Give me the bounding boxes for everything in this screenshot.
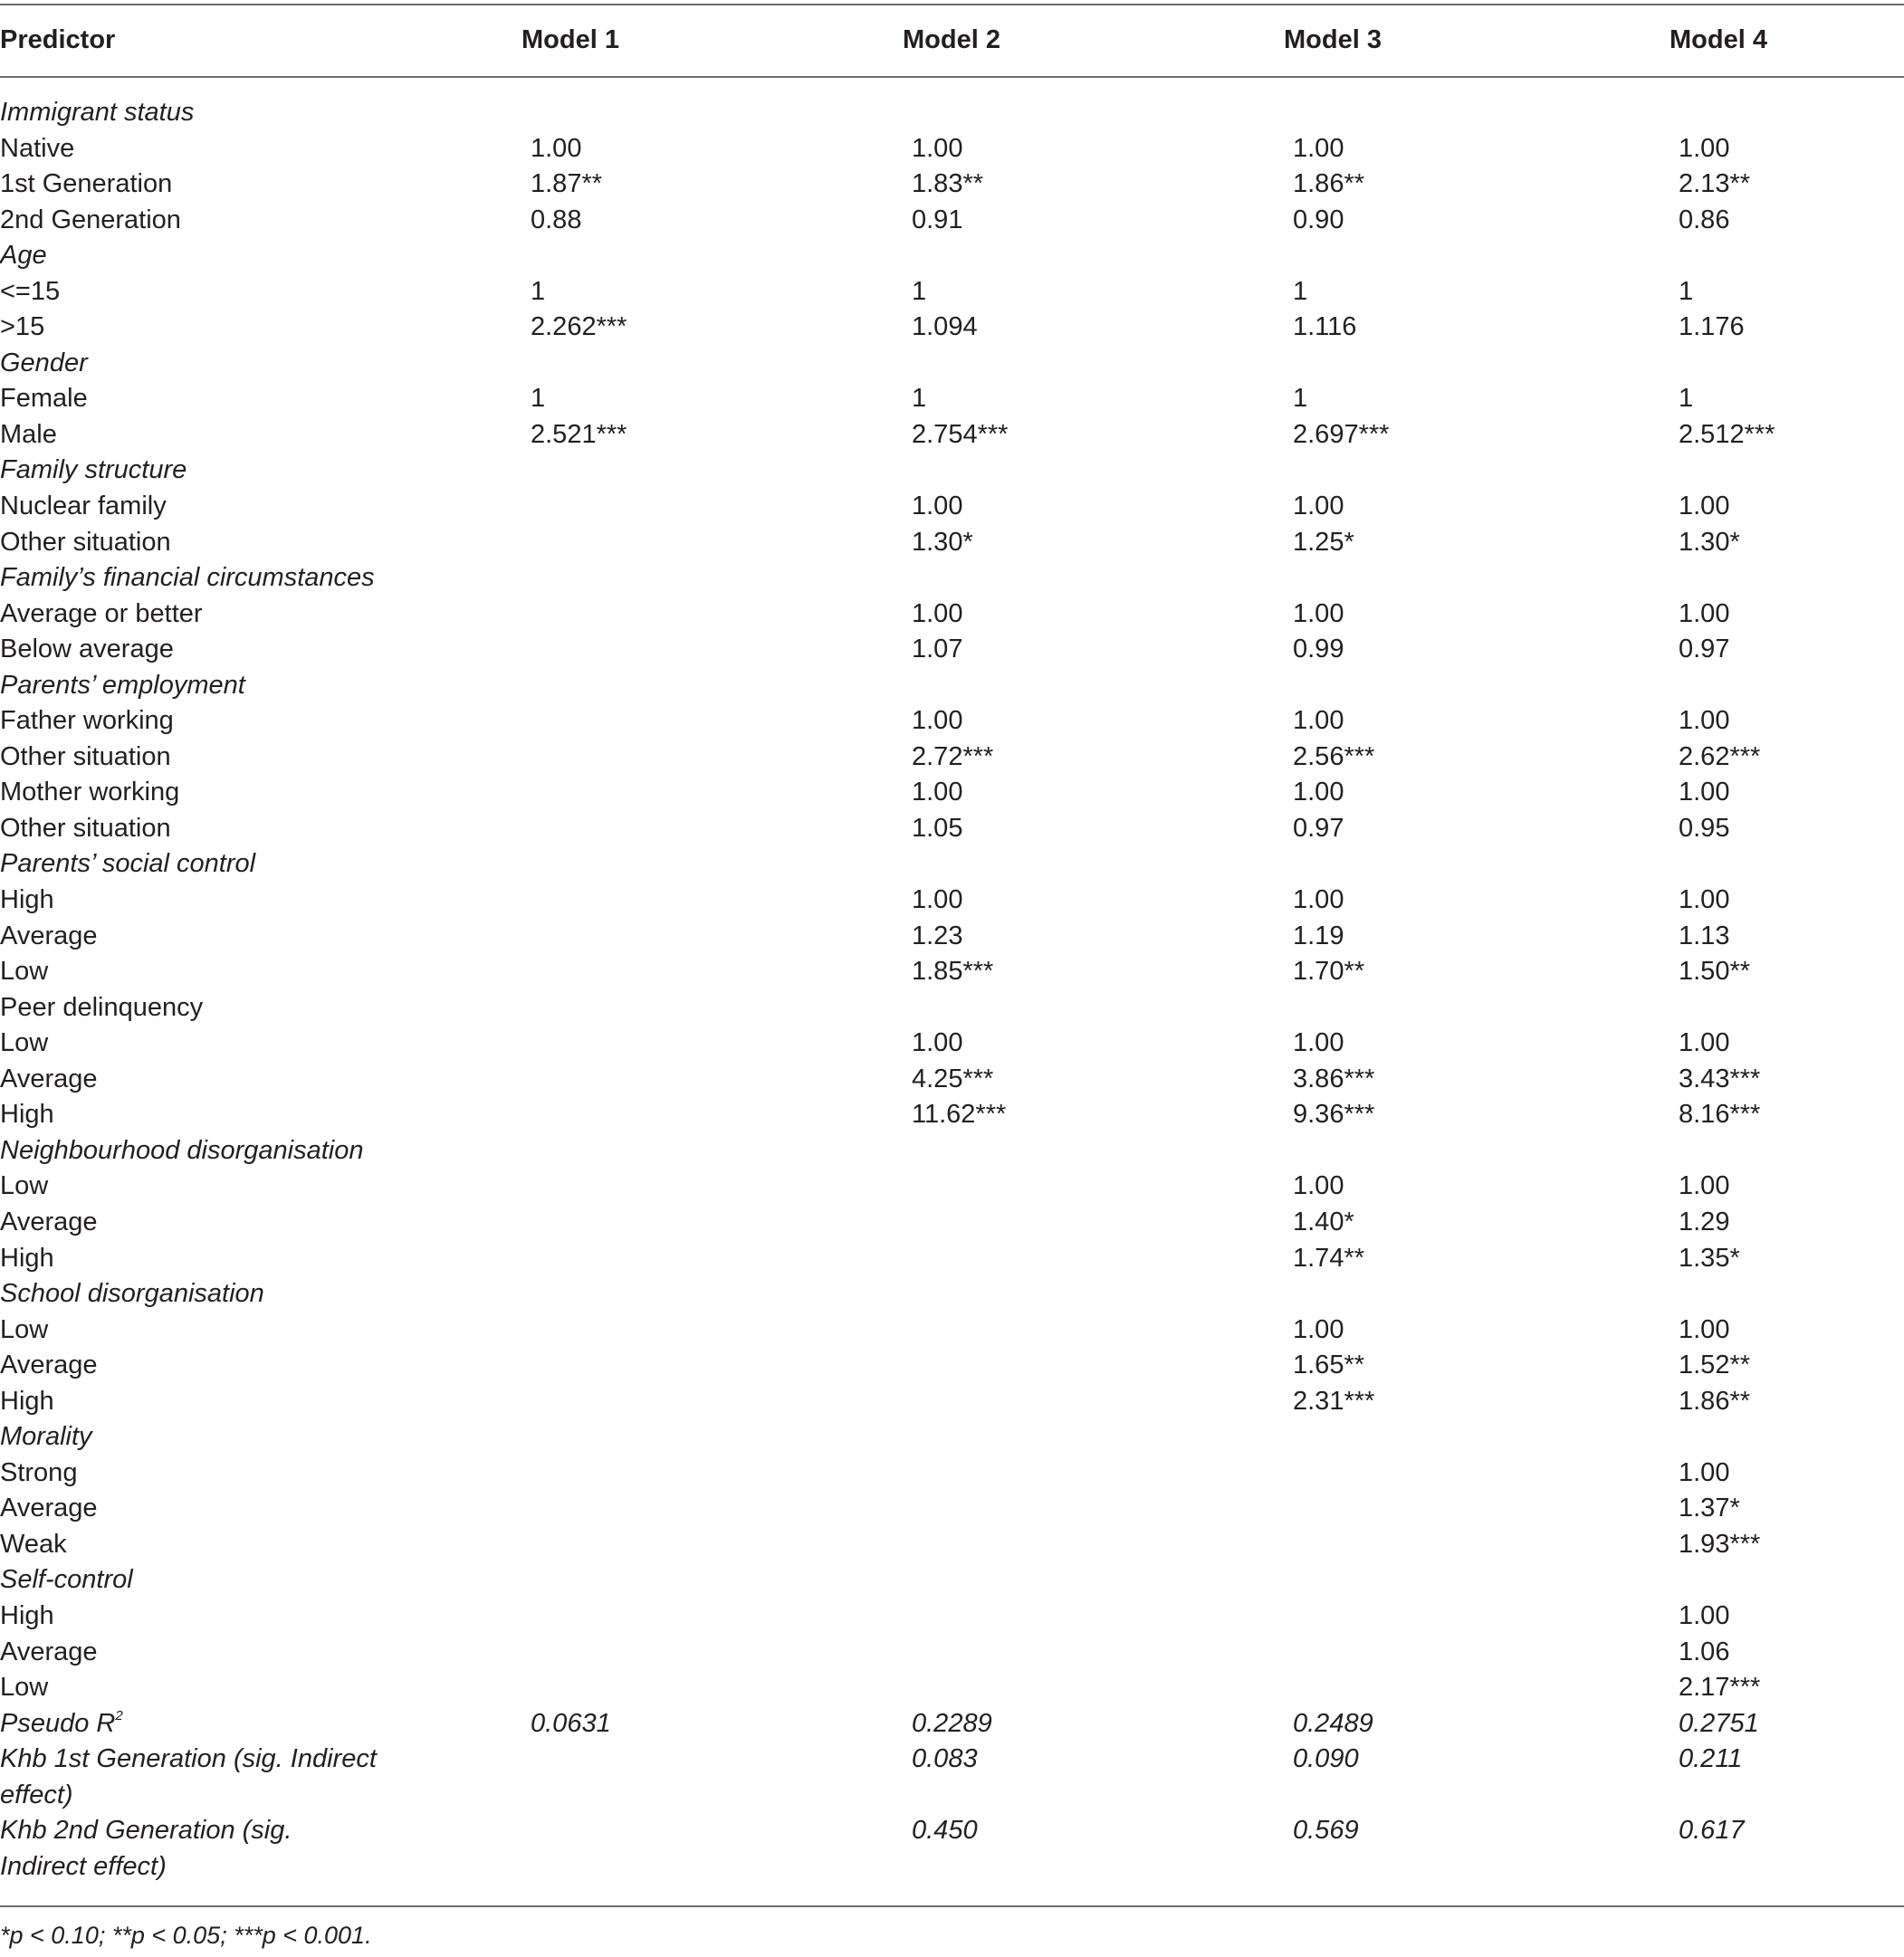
model-4-cell [1679, 1276, 1904, 1313]
model-2-cell: 1.00 [912, 133, 963, 163]
table-row [0, 1527, 1904, 1563]
header-rule [0, 76, 1904, 78]
table-row [0, 632, 1904, 668]
khb-1st-model-2: 0.083 [912, 1744, 978, 1774]
model-4-cell: 1.06 [1679, 1637, 1730, 1666]
predictor-cell: Low [0, 1171, 49, 1201]
model-3-cell: 1.116 [1293, 312, 1357, 342]
model-4-cell: 1.00 [1679, 133, 1730, 163]
model-4-cell: 1.00 [1679, 778, 1730, 807]
predictor-cell: Average [0, 1637, 98, 1666]
model-3-cell: 1.00 [1293, 133, 1344, 163]
predictor-cell: <=15 [0, 276, 61, 306]
predictor-cell: Other situation [0, 527, 171, 557]
model-2-cell [912, 846, 1293, 883]
model-1-cell [531, 1276, 912, 1313]
model-2-cell [912, 1241, 1293, 1277]
model-1-cell [531, 238, 912, 274]
regression-table [0, 95, 1904, 1885]
model-2-cell [912, 1599, 1293, 1635]
model-1-cell [531, 1241, 912, 1277]
model-2-cell: 1.05 [912, 813, 963, 843]
section-row [0, 560, 1904, 597]
model-2-cell: 1 [912, 384, 927, 414]
model-2-cell [912, 560, 1293, 597]
model-4-cell: 1.00 [1679, 1171, 1730, 1201]
predictor-cell: Immigrant status [0, 98, 195, 127]
model-3-cell [1293, 668, 1679, 704]
model-1-cell: 1.87** [531, 169, 603, 199]
model-2-cell [912, 238, 1293, 274]
model-1-cell [531, 1599, 912, 1635]
model-2-cell [912, 1169, 1293, 1205]
predictor-cell: 1st Generation [0, 169, 173, 199]
significance-footnote: *p < 0.10; **p < 0.05; ***p < 0.001. [0, 1922, 372, 1949]
predictor-cell: Low [0, 1028, 49, 1058]
predictor-cell: Other situation [0, 813, 171, 843]
predictor-cell: High [0, 1100, 54, 1130]
model-1-cell [531, 489, 912, 525]
header-model-1: Model 1 [521, 25, 619, 54]
model-4-cell: 1.00 [1679, 885, 1730, 915]
header-model-3: Model 3 [1284, 25, 1382, 54]
model-1-cell [531, 597, 912, 633]
model-2-cell: 1.85*** [912, 957, 994, 987]
model-3-cell: 0.90 [1293, 205, 1344, 234]
model-4-cell: 2.62*** [1679, 741, 1761, 771]
model-2-cell [912, 1456, 1293, 1492]
model-3-cell: 3.86*** [1293, 1064, 1375, 1093]
model-2-cell: 1.00 [912, 492, 963, 521]
model-3-cell [1293, 1456, 1679, 1492]
model-1-cell: 0.88 [531, 205, 582, 234]
model-3-cell: 1 [1293, 276, 1308, 306]
model-1-cell [531, 560, 912, 597]
table-row [0, 1456, 1904, 1492]
model-1-cell [531, 740, 912, 776]
model-3-cell: 0.97 [1293, 813, 1344, 843]
model-2-cell [912, 1670, 1293, 1706]
model-1-cell [531, 1456, 912, 1492]
model-2-cell [912, 453, 1293, 489]
model-1-cell [531, 525, 912, 561]
model-2-cell [912, 1276, 1293, 1313]
model-4-cell: 0.86 [1679, 205, 1730, 234]
khb-2nd-generation-label: Khb 2nd Generation (sig. Indirect effect) [0, 1816, 292, 1881]
table-row [0, 1313, 1904, 1349]
khb-2nd-model-3: 0.569 [1293, 1816, 1359, 1846]
model-1-cell [531, 453, 912, 489]
model-4-cell: 1.30* [1679, 527, 1740, 557]
model-4-cell: 1.00 [1679, 598, 1730, 628]
table-body [0, 95, 1904, 1885]
model-3-cell [1293, 1276, 1679, 1313]
predictor-cell: Nuclear family [0, 492, 167, 521]
model-4-cell: 0.97 [1679, 635, 1730, 664]
model-3-cell: 0.99 [1293, 635, 1344, 664]
model-4-cell: 1.00 [1679, 1028, 1730, 1058]
khb-2nd-generation-row [0, 1813, 1904, 1885]
predictor-cell: Age [0, 241, 47, 271]
model-1-cell [531, 954, 912, 990]
predictor-cell: Low [0, 957, 49, 987]
model-2-cell [912, 668, 1293, 704]
table-row [0, 883, 1904, 919]
model-3-cell [1293, 1527, 1679, 1563]
model-1-cell [531, 668, 912, 704]
predictor-cell: Average or better [0, 598, 203, 628]
model-3-cell [1293, 1599, 1679, 1635]
model-4-cell [1679, 1133, 1904, 1169]
model-3-cell: 1 [1293, 384, 1308, 414]
table-row [0, 740, 1904, 776]
header-model-2: Model 2 [903, 25, 1000, 54]
model-1-cell [531, 1313, 912, 1349]
model-2-cell: 1.00 [912, 598, 963, 628]
section-row [0, 668, 1904, 704]
model-3-cell [1293, 453, 1679, 489]
table-row [0, 1599, 1904, 1635]
table-row [0, 525, 1904, 561]
predictor-cell: Weak [0, 1529, 67, 1559]
section-row [0, 1562, 1904, 1599]
section-row [0, 346, 1904, 382]
model-1-cell: 2.262*** [531, 312, 627, 342]
model-4-cell: 1.93*** [1679, 1529, 1761, 1559]
model-2-cell [912, 1348, 1293, 1384]
table-row [0, 167, 1904, 203]
model-1-cell [531, 1491, 912, 1527]
predictor-cell: Male [0, 419, 57, 449]
bottom-rule [0, 1905, 1904, 1907]
section-row [0, 846, 1904, 883]
model-4-cell: 2.13** [1679, 169, 1751, 199]
predictor-cell: High [0, 1386, 54, 1416]
khb-1st-model-4: 0.211 [1679, 1744, 1743, 1774]
model-3-cell: 1.00 [1293, 706, 1344, 736]
model-1-cell [531, 1419, 912, 1456]
predictor-cell: Low [0, 1673, 49, 1703]
model-2-cell [912, 1635, 1293, 1671]
pseudo-r2-model-4: 0.2751 [1679, 1708, 1759, 1738]
model-4-cell: 1.86** [1679, 1386, 1751, 1416]
table-row [0, 1205, 1904, 1241]
model-4-cell: 1.00 [1679, 1457, 1730, 1487]
model-3-cell: 1.00 [1293, 778, 1344, 807]
predictor-cell: Other situation [0, 741, 171, 771]
table-row [0, 990, 1904, 1026]
model-4-cell [1679, 95, 1904, 131]
model-2-cell: 1.23 [912, 921, 963, 950]
model-3-cell: 1.25* [1293, 527, 1354, 557]
table-row [0, 811, 1904, 847]
model-4-cell: 2.17*** [1679, 1673, 1761, 1703]
table-row [0, 274, 1904, 310]
header-model-4: Model 4 [1670, 25, 1767, 54]
model-2-cell: 0.91 [912, 205, 963, 234]
model-4-cell: 1 [1679, 276, 1694, 306]
predictor-cell: Family structure [0, 455, 187, 485]
predictor-cell: Average [0, 1351, 98, 1380]
model-2-cell [912, 1133, 1293, 1169]
model-4-cell [1679, 346, 1904, 382]
model-1-cell [531, 1169, 912, 1205]
khb-1st-generation-row [0, 1742, 1904, 1813]
table-row [0, 1348, 1904, 1384]
predictor-cell: Family’s financial circumstances [0, 563, 375, 593]
predictor-cell: Mother working [0, 778, 180, 807]
pseudo-r2-label: Pseudo $R^2$ [0, 1707, 123, 1738]
model-3-cell [1293, 1133, 1679, 1169]
table-row [0, 919, 1904, 955]
predictor-cell: Father working [0, 706, 174, 736]
table-row [0, 131, 1904, 167]
model-2-cell [912, 95, 1293, 131]
model-1-cell [531, 1348, 912, 1384]
predictor-cell: Average [0, 1494, 98, 1523]
model-1-cell: 1.00 [531, 133, 582, 163]
model-3-cell: 2.31*** [1293, 1386, 1375, 1416]
predictor-cell: Female [0, 384, 88, 414]
model-4-cell [1679, 846, 1904, 883]
model-1-cell [531, 846, 912, 883]
model-1-cell [531, 1205, 912, 1241]
pseudo-r2-model-1: 0.0631 [531, 1708, 611, 1738]
section-row [0, 1133, 1904, 1169]
table-row [0, 1241, 1904, 1277]
khb-2nd-model-1 [531, 1813, 912, 1885]
table-row [0, 1097, 1904, 1133]
predictor-cell: Strong [0, 1457, 78, 1487]
model-4-cell: 1.00 [1679, 1314, 1730, 1344]
section-row [0, 1419, 1904, 1456]
model-3-cell [1293, 95, 1679, 131]
model-3-cell: 1.00 [1293, 492, 1344, 521]
predictor-cell: Average [0, 1064, 98, 1093]
model-3-cell: 1.00 [1293, 885, 1344, 915]
model-1-cell [531, 1562, 912, 1599]
khb-1st-generation-label: Khb 1st Generation (sig. Indirect effect) [0, 1744, 377, 1809]
table-row [0, 489, 1904, 525]
table-row [0, 1062, 1904, 1098]
top-rule [0, 4, 1904, 5]
model-1-cell: 2.521*** [531, 419, 627, 449]
predictor-cell: High [0, 1600, 54, 1630]
model-3-cell [1293, 346, 1679, 382]
predictor-cell: Neighbourhood disorganisation [0, 1135, 364, 1165]
table-row [0, 954, 1904, 990]
model-3-cell: 1.00 [1293, 1171, 1344, 1201]
model-4-cell: 1.176 [1679, 312, 1745, 342]
model-2-cell: 1.00 [912, 1028, 963, 1058]
pseudo-r2-row [0, 1706, 1904, 1742]
model-2-cell: 2.72*** [912, 741, 994, 771]
predictor-cell: 2nd Generation [0, 205, 181, 234]
model-1-cell [531, 1527, 912, 1563]
table-row [0, 203, 1904, 239]
table-row [0, 775, 1904, 811]
model-4-cell: 1.50** [1679, 957, 1751, 987]
model-2-cell: 4.25*** [912, 1064, 994, 1093]
model-3-cell [1293, 1419, 1679, 1456]
model-3-cell: 1.74** [1293, 1243, 1365, 1273]
khb-2nd-model-2: 0.450 [912, 1816, 978, 1846]
table-row [0, 1026, 1904, 1062]
table-row [0, 597, 1904, 633]
model-4-cell: 2.512*** [1679, 419, 1775, 449]
model-3-cell: 1.00 [1293, 1028, 1344, 1058]
model-2-cell: 1.83** [912, 169, 984, 199]
model-2-cell [912, 346, 1293, 382]
predictor-cell: School disorganisation [0, 1279, 264, 1309]
model-4-cell [1679, 238, 1904, 274]
model-4-cell: 1.00 [1679, 492, 1730, 521]
model-3-cell [1293, 1670, 1679, 1706]
model-1-cell [531, 1026, 912, 1062]
section-row [0, 1276, 1904, 1313]
model-2-cell [912, 1527, 1293, 1563]
model-1-cell [531, 1384, 912, 1420]
khb-1st-model-1 [531, 1742, 912, 1813]
model-3-cell [1293, 1562, 1679, 1599]
predictor-cell: >15 [0, 312, 45, 342]
model-2-cell [912, 1384, 1293, 1420]
pseudo-r2-model-3: 0.2489 [1293, 1708, 1373, 1738]
predictor-cell: Native [0, 133, 75, 163]
pseudo-r2-model-2: 0.2289 [912, 1708, 992, 1738]
model-2-cell [912, 1491, 1293, 1527]
model-3-cell [1293, 560, 1679, 597]
table-row [0, 703, 1904, 740]
model-1-cell [531, 1097, 912, 1133]
model-3-cell [1293, 846, 1679, 883]
model-3-cell: 2.697*** [1293, 419, 1390, 449]
table-row [0, 417, 1904, 453]
model-1-cell [531, 1062, 912, 1098]
model-2-cell: 1 [912, 276, 927, 306]
predictor-cell: Morality [0, 1422, 92, 1452]
table-row [0, 381, 1904, 417]
model-4-cell: 1.13 [1679, 921, 1730, 950]
model-2-cell [912, 1205, 1293, 1241]
model-4-cell [1679, 1419, 1904, 1456]
model-4-cell: 1.00 [1679, 706, 1730, 736]
model-1-cell: 1 [531, 276, 546, 306]
model-4-cell: 1.00 [1679, 1600, 1730, 1630]
model-2-cell: 1.07 [912, 635, 963, 664]
table-row [0, 1635, 1904, 1671]
model-4-cell: 0.95 [1679, 813, 1730, 843]
model-1-cell [531, 1635, 912, 1671]
model-2-cell: 11.62*** [912, 1100, 1007, 1130]
section-row [0, 95, 1904, 131]
model-1-cell [531, 632, 912, 668]
predictor-cell: Parents’ employment [0, 670, 245, 700]
model-2-cell [912, 1419, 1293, 1456]
model-2-cell [912, 990, 1293, 1026]
model-4-cell: 1.35* [1679, 1243, 1740, 1273]
model-4-cell: 8.16*** [1679, 1100, 1761, 1130]
model-3-cell: 1.70** [1293, 957, 1365, 987]
predictor-cell: Gender [0, 348, 88, 377]
model-2-cell [912, 1562, 1293, 1599]
khb-2nd-model-4: 0.617 [1679, 1816, 1745, 1846]
predictor-cell: Self-control [0, 1565, 133, 1595]
predictor-cell: Average [0, 1207, 98, 1236]
model-3-cell: 2.56*** [1293, 741, 1375, 771]
model-3-cell: 1.40* [1293, 1207, 1354, 1236]
model-1-cell [531, 1133, 912, 1169]
model-4-cell [1679, 990, 1904, 1026]
model-4-cell: 1.52** [1679, 1351, 1751, 1380]
model-2-cell [912, 1313, 1293, 1349]
table-row [0, 1670, 1904, 1706]
model-4-cell: 1 [1679, 384, 1694, 414]
model-3-cell [1293, 1491, 1679, 1527]
table-row [0, 1169, 1904, 1205]
model-1-cell [531, 346, 912, 382]
model-3-cell: 1.00 [1293, 598, 1344, 628]
predictor-cell: Low [0, 1314, 49, 1344]
model-1-cell [531, 811, 912, 847]
model-2-cell: 1.00 [912, 706, 963, 736]
model-1-cell [531, 919, 912, 955]
model-3-cell: 1.65** [1293, 1351, 1365, 1380]
predictor-cell: High [0, 885, 54, 915]
model-3-cell [1293, 990, 1679, 1026]
model-4-cell [1679, 453, 1904, 489]
model-3-cell: 1.00 [1293, 1314, 1344, 1344]
model-4-cell [1679, 668, 1904, 704]
predictor-cell: Peer delinquency [0, 992, 204, 1022]
model-1-cell [531, 990, 912, 1026]
model-3-cell: 1.19 [1293, 921, 1344, 950]
model-4-cell: 1.29 [1679, 1207, 1730, 1236]
predictor-cell: Parents’ social control [0, 849, 256, 879]
model-4-cell [1679, 1562, 1904, 1599]
model-1-cell [531, 775, 912, 811]
model-4-cell: 3.43*** [1679, 1064, 1761, 1093]
predictor-cell: High [0, 1243, 54, 1273]
section-row [0, 453, 1904, 489]
predictor-cell: Below average [0, 635, 174, 664]
model-2-cell: 1.00 [912, 885, 963, 915]
table-row [0, 1491, 1904, 1527]
model-4-cell [1679, 560, 1904, 597]
model-3-cell: 9.36*** [1293, 1100, 1375, 1130]
model-2-cell: 1.094 [912, 312, 978, 342]
model-4-cell: 1.37* [1679, 1494, 1740, 1523]
model-1-cell [531, 703, 912, 740]
predictor-cell: Average [0, 921, 98, 950]
header-predictor: Predictor [0, 25, 116, 54]
model-3-cell [1293, 1635, 1679, 1671]
table-row [0, 310, 1904, 346]
model-1-cell: 1 [531, 384, 546, 414]
model-1-cell [531, 883, 912, 919]
model-3-cell [1293, 238, 1679, 274]
khb-1st-model-3: 0.090 [1293, 1744, 1359, 1774]
model-2-cell: 1.30* [912, 527, 973, 557]
model-2-cell: 1.00 [912, 778, 963, 807]
model-1-cell [531, 95, 912, 131]
model-2-cell: 2.754*** [912, 419, 1009, 449]
model-1-cell [531, 1670, 912, 1706]
section-row [0, 238, 1904, 274]
table-row [0, 1384, 1904, 1420]
model-3-cell: 1.86** [1293, 169, 1365, 199]
